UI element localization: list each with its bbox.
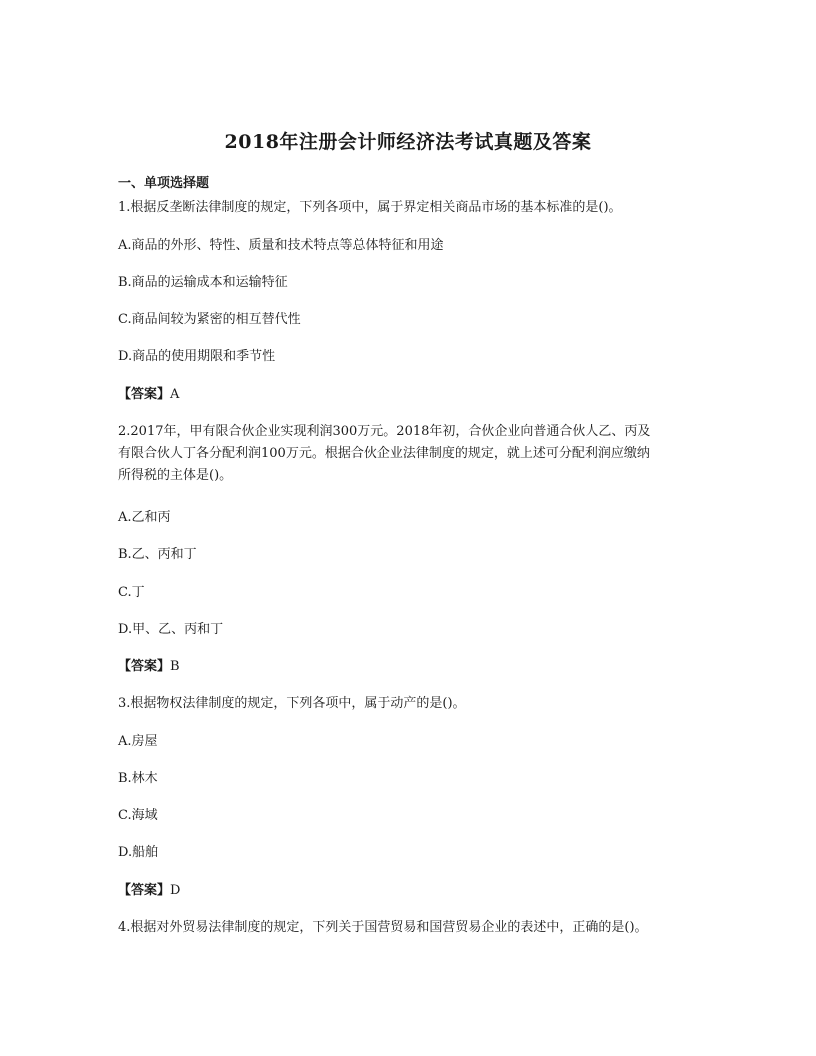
question-3-answer	[118, 881, 180, 901]
answer-value: D	[170, 883, 181, 898]
answer-value: A	[170, 387, 180, 402]
question-4-stem: 4.根据对外贸易法律制度的规定，下列关于国营贸易和国营贸易企业的表述中，正确的是()。	[118, 920, 648, 935]
question-2-stem-line-1: 2.2017年，甲有限合伙企业实现利润300万元。2018年初，合伙企业向普通合伙人乙、丙及	[118, 424, 651, 439]
section-heading: 一、单项选择题	[118, 176, 210, 191]
question-2-stem-line-2: 有限合伙人丁各分配利润100万元。根据合伙企业法律制度的规定，就上述可分配利润应缴纳	[118, 446, 650, 461]
question-2-option-b: B.乙、丙和丁	[118, 547, 197, 562]
document-title: 2018年注册会计师经济法考试真题及答案	[224, 131, 592, 153]
question-2-option-a: A.乙和丙	[118, 510, 171, 525]
question-3-option-c: C.海域	[118, 808, 158, 823]
answer-value: B	[170, 659, 180, 674]
question-3-option-d: D.船舶	[118, 845, 159, 860]
question-1-option-d: D.商品的使用期限和季节性	[118, 349, 276, 364]
question-1-answer	[118, 385, 179, 405]
question-3-option-b: B.林木	[118, 771, 158, 786]
question-1-option-b: B.商品的运输成本和运输特征	[118, 275, 288, 290]
answer-label: 【答案】	[118, 387, 171, 402]
answer-label: 【答案】	[118, 883, 171, 898]
question-3-option-a: A.房屋	[118, 734, 158, 749]
question-3-stem: 3.根据物权法律制度的规定，下列各项中，属于动产的是()。	[118, 696, 466, 711]
question-1-option-a: A.商品的外形、特性、质量和技术特点等总体特征和用途	[118, 238, 444, 253]
answer-label: 【答案】	[118, 659, 171, 674]
question-2-stem	[118, 421, 708, 487]
question-2-stem-line-3: 所得税的主体是()。	[118, 468, 233, 483]
question-2-answer	[118, 657, 180, 677]
question-1-stem: 1.根据反垄断法律制度的规定，下列各项中，属于界定相关商品市场的基本标准的是()。	[118, 200, 622, 215]
question-1-option-c: C.商品间较为紧密的相互替代性	[118, 312, 301, 327]
question-2-option-c: C.丁	[118, 585, 145, 600]
question-2-option-d: D.甲、乙、丙和丁	[118, 622, 224, 637]
